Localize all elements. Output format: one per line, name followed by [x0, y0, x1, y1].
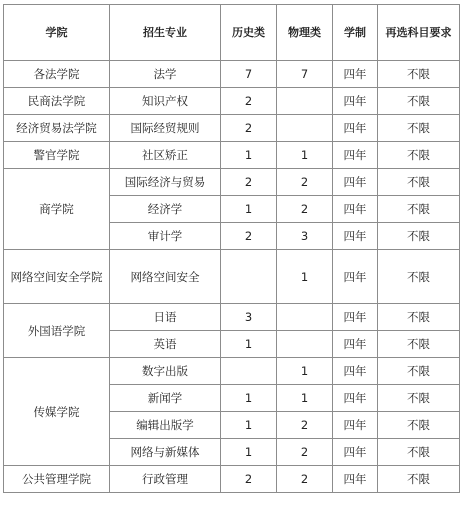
history-count-cell: 3: [221, 304, 277, 331]
physics-count-cell: 1: [277, 142, 333, 169]
duration-cell: 四年: [333, 169, 378, 196]
duration-cell: 四年: [333, 115, 378, 142]
physics-count-cell: 2: [277, 196, 333, 223]
requirement-cell: 不限: [378, 61, 460, 88]
history-count-cell: 2: [221, 115, 277, 142]
history-count-cell: 1: [221, 196, 277, 223]
requirement-cell: 不限: [378, 358, 460, 385]
college-cell: 经济贸易法学院: [4, 115, 110, 142]
requirement-cell: 不限: [378, 250, 460, 304]
history-count-cell: 1: [221, 142, 277, 169]
header-duration: 学制: [333, 5, 378, 61]
college-cell: 民商法学院: [4, 88, 110, 115]
college-cell: 警官学院: [4, 142, 110, 169]
major-cell: 知识产权: [110, 88, 221, 115]
physics-count-cell: [277, 331, 333, 358]
history-count-cell: 2: [221, 223, 277, 250]
requirement-cell: 不限: [378, 466, 460, 493]
history-count-cell: 1: [221, 412, 277, 439]
physics-count-cell: 2: [277, 169, 333, 196]
duration-cell: 四年: [333, 439, 378, 466]
table-row: [4, 169, 460, 196]
header-major: 招生专业: [110, 5, 221, 61]
header-history: 历史类: [221, 5, 277, 61]
history-count-cell: 2: [221, 88, 277, 115]
requirement-cell: 不限: [378, 88, 460, 115]
duration-cell: 四年: [333, 466, 378, 493]
duration-cell: 四年: [333, 142, 378, 169]
requirement-cell: 不限: [378, 169, 460, 196]
header-requirement: 再选科目要求: [378, 5, 460, 61]
requirement-cell: 不限: [378, 385, 460, 412]
history-count-cell: 2: [221, 169, 277, 196]
major-cell: 日语: [110, 304, 221, 331]
college-cell: 外国语学院: [4, 304, 110, 358]
duration-cell: 四年: [333, 358, 378, 385]
header-college: 学院: [4, 5, 110, 61]
table-row: [4, 358, 460, 385]
physics-count-cell: [277, 115, 333, 142]
table-header-row: [4, 5, 460, 61]
duration-cell: 四年: [333, 412, 378, 439]
history-count-cell: [221, 358, 277, 385]
duration-cell: 四年: [333, 88, 378, 115]
college-cell: 网络空间安全学院: [4, 250, 110, 304]
major-cell: 法学: [110, 61, 221, 88]
major-cell: 国际经贸规则: [110, 115, 221, 142]
duration-cell: 四年: [333, 304, 378, 331]
physics-count-cell: [277, 304, 333, 331]
requirement-cell: 不限: [378, 331, 460, 358]
duration-cell: 四年: [333, 385, 378, 412]
physics-count-cell: 2: [277, 466, 333, 493]
history-count-cell: [221, 250, 277, 304]
physics-count-cell: 1: [277, 358, 333, 385]
college-cell: 商学院: [4, 169, 110, 250]
major-cell: 经济学: [110, 196, 221, 223]
physics-count-cell: 7: [277, 61, 333, 88]
history-count-cell: 2: [221, 466, 277, 493]
physics-count-cell: 2: [277, 439, 333, 466]
physics-count-cell: 1: [277, 385, 333, 412]
table-row: [4, 61, 460, 88]
enrollment-table-container: [3, 4, 460, 493]
major-cell: 网络空间安全: [110, 250, 221, 304]
history-count-cell: 7: [221, 61, 277, 88]
major-cell: 英语: [110, 331, 221, 358]
major-cell: 数字出版: [110, 358, 221, 385]
major-cell: 审计学: [110, 223, 221, 250]
requirement-cell: 不限: [378, 142, 460, 169]
major-cell: 新闻学: [110, 385, 221, 412]
physics-count-cell: 2: [277, 412, 333, 439]
requirement-cell: 不限: [378, 412, 460, 439]
duration-cell: 四年: [333, 196, 378, 223]
major-cell: 编辑出版学: [110, 412, 221, 439]
college-cell: 公共管理学院: [4, 466, 110, 493]
major-cell: 网络与新媒体: [110, 439, 221, 466]
requirement-cell: 不限: [378, 223, 460, 250]
header-physics: 物理类: [277, 5, 333, 61]
enrollment-table: [3, 4, 460, 493]
table-row: [4, 142, 460, 169]
table-row: [4, 115, 460, 142]
major-cell: 社区矫正: [110, 142, 221, 169]
history-count-cell: 1: [221, 385, 277, 412]
requirement-cell: 不限: [378, 304, 460, 331]
requirement-cell: 不限: [378, 196, 460, 223]
physics-count-cell: [277, 88, 333, 115]
requirement-cell: 不限: [378, 115, 460, 142]
duration-cell: 四年: [333, 250, 378, 304]
table-row: [4, 250, 460, 304]
duration-cell: 四年: [333, 331, 378, 358]
requirement-cell: 不限: [378, 439, 460, 466]
duration-cell: 四年: [333, 223, 378, 250]
table-row: [4, 88, 460, 115]
history-count-cell: 1: [221, 331, 277, 358]
major-cell: 行政管理: [110, 466, 221, 493]
table-row: [4, 304, 460, 331]
history-count-cell: 1: [221, 439, 277, 466]
physics-count-cell: 1: [277, 250, 333, 304]
duration-cell: 四年: [333, 61, 378, 88]
physics-count-cell: 3: [277, 223, 333, 250]
college-cell: 各法学院: [4, 61, 110, 88]
college-cell: 传媒学院: [4, 358, 110, 466]
table-row: [4, 466, 460, 493]
major-cell: 国际经济与贸易: [110, 169, 221, 196]
